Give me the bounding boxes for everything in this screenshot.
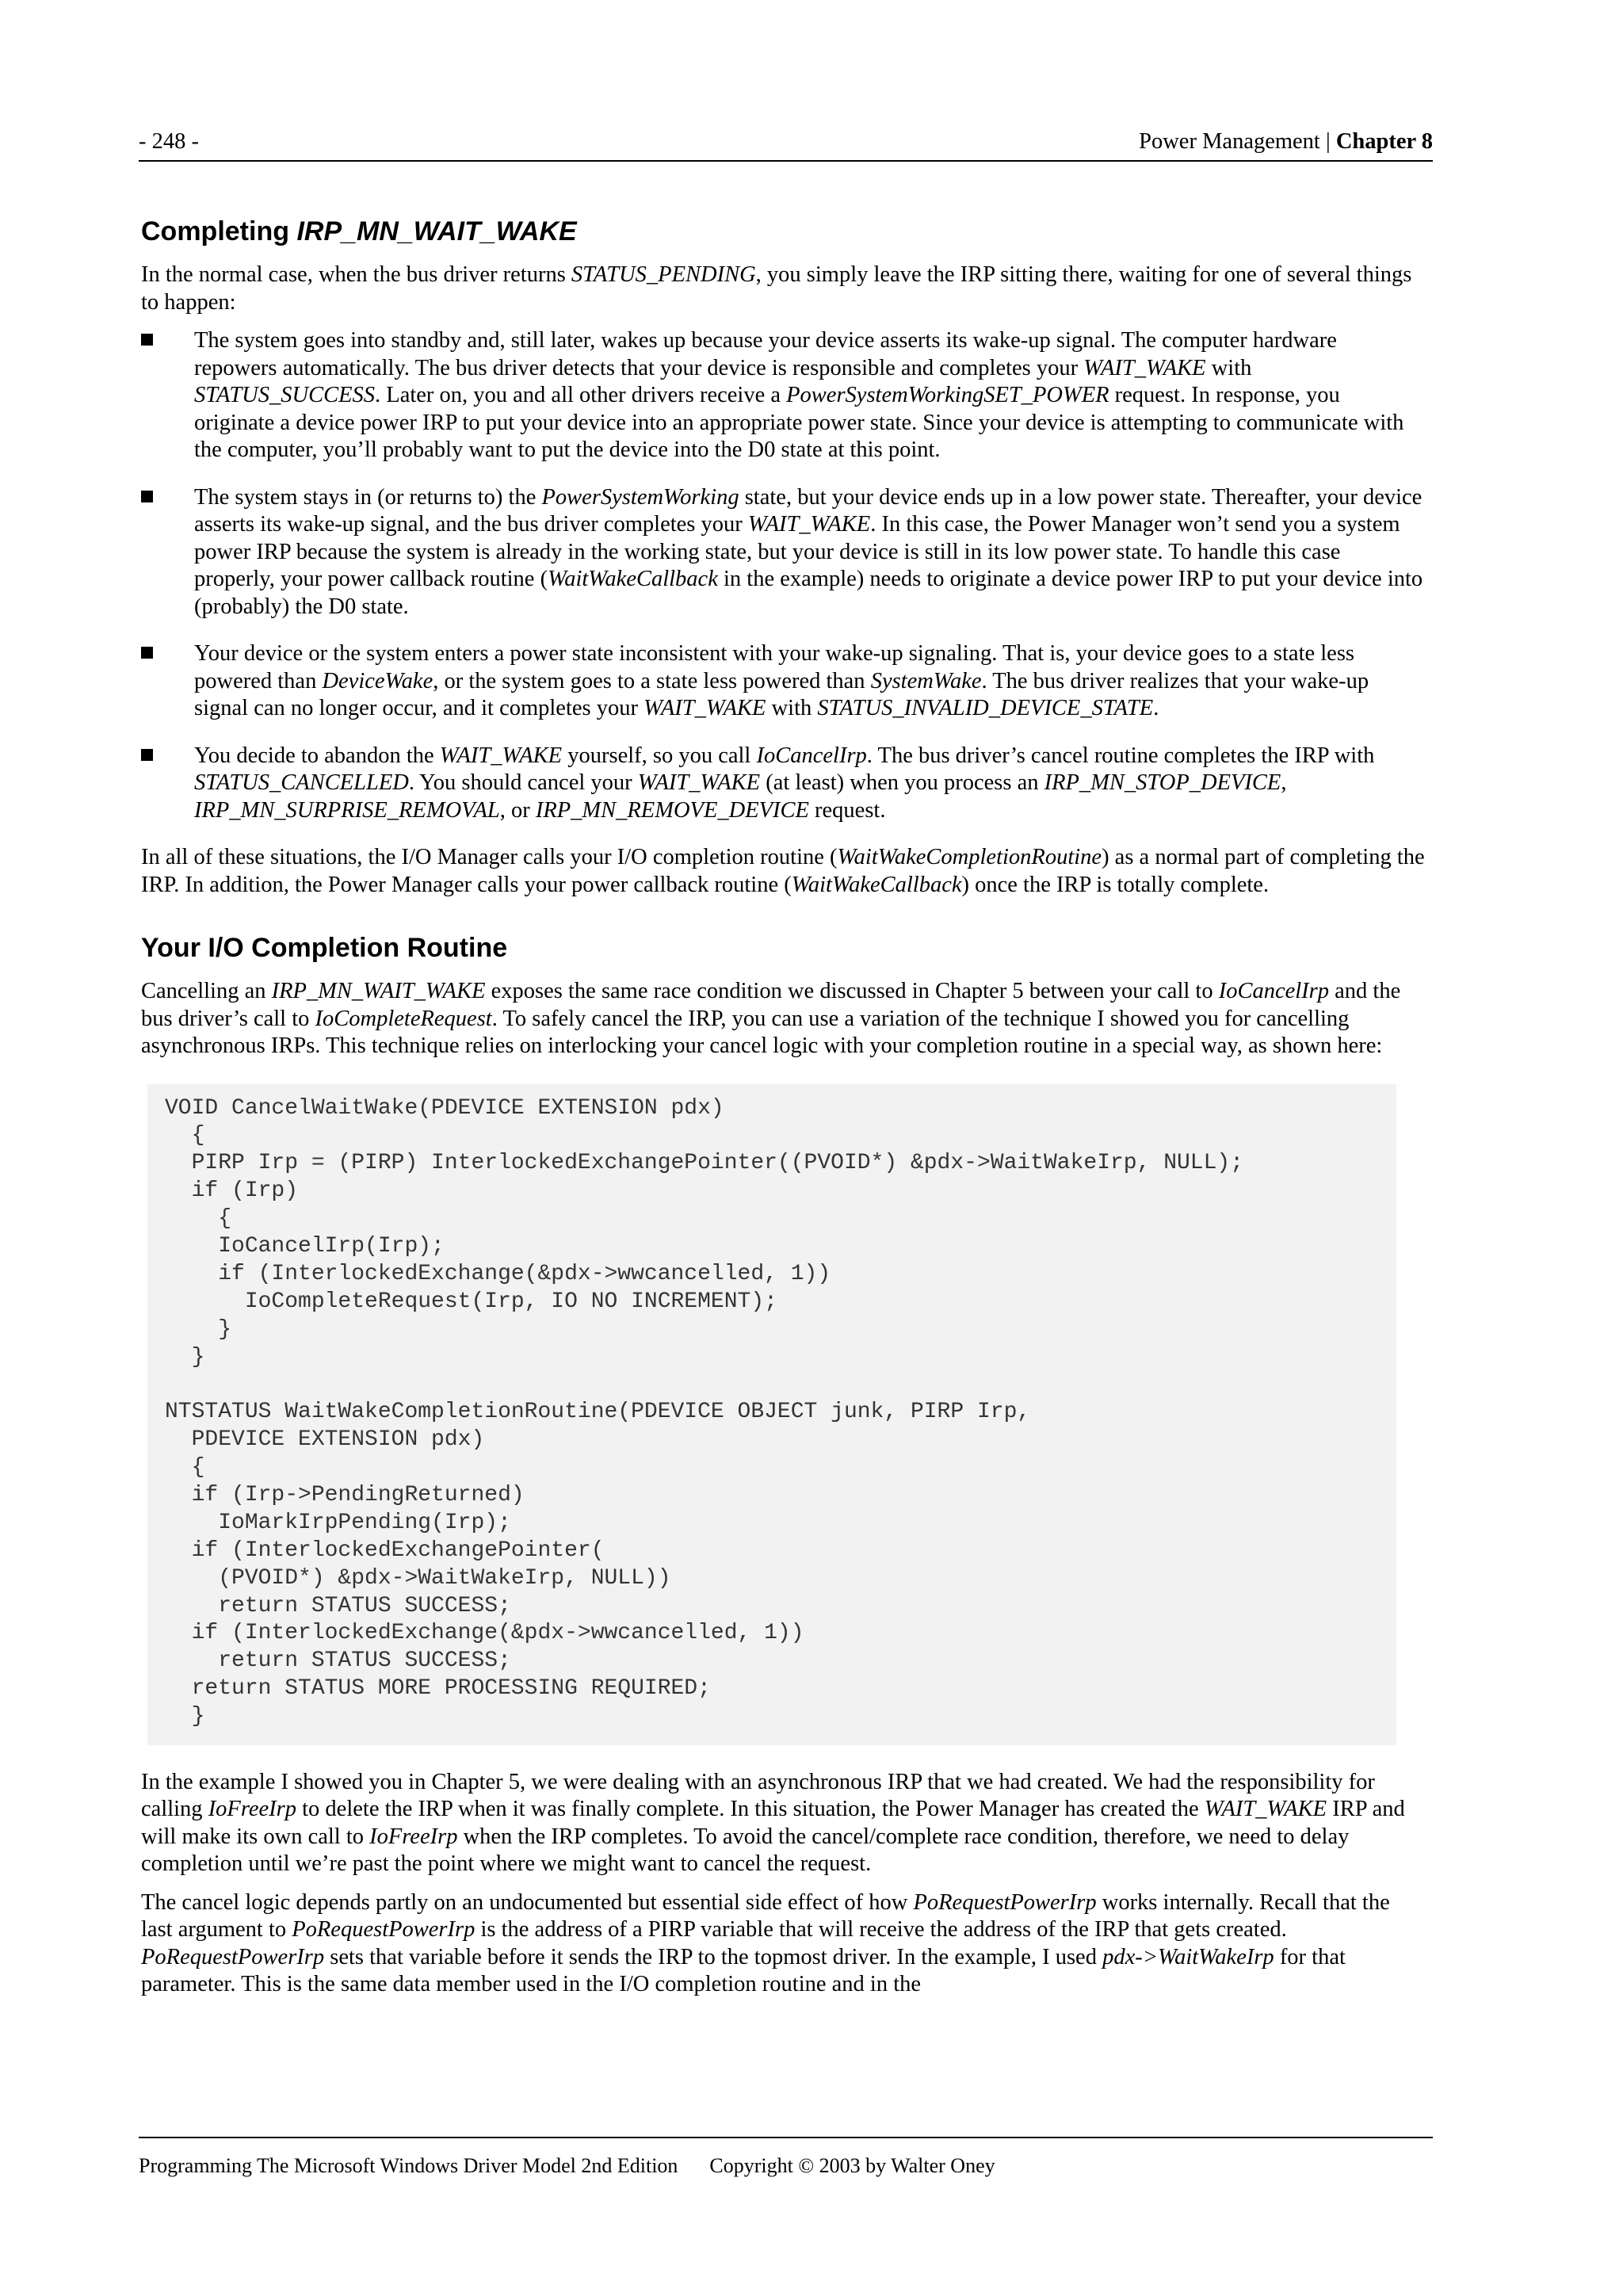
code-line: IoCancelIrp(Irp); [165, 1233, 445, 1259]
code-line: { [165, 1206, 232, 1232]
paragraph-cancel-logic: The cancel logic depends partly on an undocumented but essential side effect of how PoRequestPowerIrp works internally. Recall that the last argument to PoRequestPowerIrp is the address of a PIRP variable that will receive the address of the IRP that gets created. PoRequestPowerIrp sets that variable before it sends the IRP to the topmost driver. In the example, I used pdx->WaitWakeIrp for that parameter. This is the same data member used in the I/O completion routine and in the [141, 1889, 1390, 1997]
code-line: if (InterlockedExchangePointer( [165, 1538, 605, 1563]
list-item-text: Your device or the system enters a power state inconsistent with your wake-up signaling. That is, your device goes to a state less powered than DeviceWake, or the system goes to a state less powered than SystemWake. The bus driver realizes that your wake-up signal can no longer occur, and it completes your WAIT_WAKE with STATUS_INVALID_DEVICE_STATE. [194, 641, 1369, 720]
list-item-text: You decide to abandon the WAIT_WAKE yourself, so you call IoCancelIrp. The bus driver’s cancel routine completes the IRP with STATUS_CANCELLED. You should cancel your WAIT_WAKE (at least) when you process an IRP_MN_STOP_DEVICE, IRP_MN_SURPRISE_REMOVAL, or IRP_MN_REMOVE_DEVICE request. [194, 743, 1375, 823]
square-bullet-icon [141, 647, 153, 659]
page-header [139, 128, 1433, 162]
heading-irp-name: IRP_MN_WAIT_WAKE [296, 216, 577, 246]
code-line: } [165, 1704, 205, 1729]
code-line: { [165, 1455, 205, 1480]
running-head [1139, 128, 1433, 156]
list-item [141, 743, 1425, 825]
paragraph-intro: In the normal case, when the bus driver returns STATUS_PENDING, you simply leave the IRP sitting there, waiting for one of several things to happen: [141, 262, 1412, 315]
code-line: return STATUS MORE PROCESSING REQUIRED; [165, 1676, 711, 1702]
code-line: if (Irp->PendingReturned) [165, 1482, 525, 1507]
running-head-section: Power Management | [1139, 129, 1336, 154]
code-line: PIRP Irp = (PIRP) InterlockedExchangePointer((PVOID*) &pdx->WaitWakeIrp, NULL); [165, 1151, 1244, 1176]
code-line: if (InterlockedExchange(&pdx->wwcancelled, 1)) [165, 1261, 831, 1286]
list-item [141, 327, 1425, 464]
footer-copyright: Copyright © 2003 by Walter Oney [709, 2154, 995, 2177]
list-item-text: The system goes into standby and, still later, wakes up because your device asserts its wake-up signal. The computer hardware repowers automatically. The bus driver detects that your device is responsible and completes your WAIT_WAKE with STATUS_SUCCESS. Later on, you and all other drivers receive a PowerSystemWorkingSET_POWER request. In response, you originate a device power IRP to put your device into an appropriate power state. Since your device is attempting to communicate with the computer, you’ll probably want to put the device into the D0 state at this point. [194, 328, 1404, 462]
list-item-text: The system stays in (or returns to) the PowerSystemWorking state, but your device ends up in a low power state. Thereafter, your device asserts its wake-up signal, and the bus driver completes your WAIT_WAKE. In this case, the Power Manager won’t send you a system power IRP because the system is already in the working state, but your device is still in its low power state. To handle this case properly, your power callback routine (WaitWakeCallback in the example) needs to originate a device power IRP to put your device into (probably) the D0 state. [194, 484, 1423, 619]
code-line: if (Irp) [165, 1179, 299, 1204]
square-bullet-icon [141, 334, 153, 346]
running-head-chapter: Chapter 8 [1335, 129, 1433, 154]
code-line: if (InterlockedExchange(&pdx->wwcancelled, 1)) [165, 1621, 804, 1646]
paragraph-cancelling: Cancelling an IRP_MN_WAIT_WAKE exposes the same race condition we discussed in Chapter 5 between your call to IoCancelIrp and the bus driver’s call to IoCompleteRequest. To safely cancel the IRP, you can use a variation of the technique I showed you for cancelling asynchronous IRPs. This technique relies on interlocking your cancel logic with your completion routine in a special way, as shown here: [141, 979, 1401, 1058]
code-line: return STATUS SUCCESS; [165, 1648, 511, 1674]
heading-text: Completing [141, 216, 297, 246]
paragraph-chapter5-example: In the example I showed you in Chapter 5, we were dealing with an asynchronous IRP that we had created. We had the responsibility for calling IoFreeIrp to delete the IRP when it was finally complete. In this situation, the Power Manager has created the WAIT_WAKE IRP and will make its own call to IoFreeIrp when the IRP completes. To avoid the cancel/complete race condition, therefore, we need to delay completion until we’re past the point where we might want to cancel the request. [141, 1769, 1405, 1877]
section-heading-completion-routine: Your I/O Completion Routine [141, 933, 508, 963]
paragraph-situations: In all of these situations, the I/O Manager calls your I/O completion routine (WaitWakeCompletionRoutine) as a normal part of completing the IRP. In addition, the Power Manager calls your power callback routine (WaitWakeCallback) once the IRP is totally complete. [141, 845, 1425, 897]
code-listing [147, 1084, 1396, 1745]
page-footer [139, 2137, 1433, 2180]
code-line: PDEVICE EXTENSION pdx) [165, 1427, 485, 1453]
code-line: } [165, 1344, 205, 1370]
code-line: { [165, 1123, 205, 1148]
square-bullet-icon [141, 491, 153, 502]
page-number: - 248 - [139, 129, 199, 154]
code-line [165, 1371, 1396, 1399]
list-item [141, 640, 1425, 723]
list-item [141, 484, 1425, 621]
code-line: NTSTATUS WaitWakeCompletionRoutine(PDEVICE OBJECT junk, PIRP Irp, [165, 1400, 1031, 1425]
bullet-list [141, 327, 1425, 824]
code-line: IoCompleteRequest(Irp, IO NO INCREMENT); [165, 1289, 777, 1314]
section-heading-completing [141, 216, 1425, 247]
code-line: (PVOID*) &pdx->WaitWakeIrp, NULL)) [165, 1565, 671, 1591]
code-line: IoMarkIrpPending(Irp); [165, 1510, 511, 1535]
square-bullet-icon [141, 749, 153, 761]
page-body [141, 216, 1425, 2010]
code-line: VOID CancelWaitWake(PDEVICE EXTENSION pdx) [165, 1095, 724, 1121]
footer-book-title: Programming The Microsoft Windows Driver Model 2nd Edition [139, 2154, 678, 2177]
code-line: return STATUS SUCCESS; [165, 1593, 511, 1618]
code-line: } [165, 1316, 232, 1342]
